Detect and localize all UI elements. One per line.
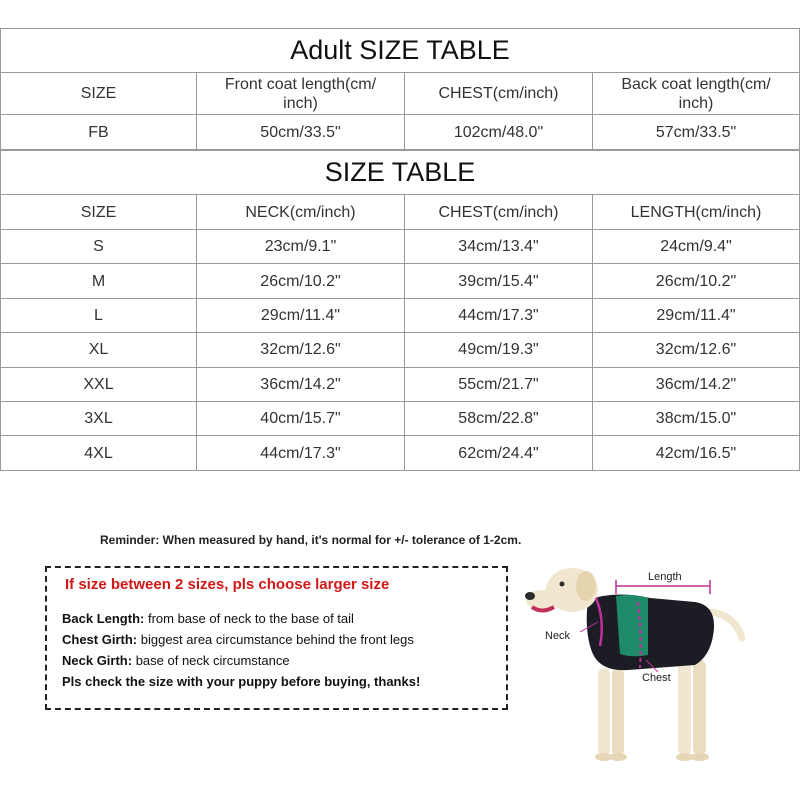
table-cell: 36cm/14.2": [593, 367, 800, 401]
table-cell: 24cm/9.4": [593, 230, 800, 264]
adult-header-size: SIZE: [1, 73, 197, 115]
size-cell: XL: [1, 333, 197, 367]
table-cell: 44cm/17.3": [197, 436, 405, 470]
table-cell: 29cm/11.4": [197, 298, 405, 332]
table-cell: 29cm/11.4": [593, 298, 800, 332]
size-cell: XXL: [1, 367, 197, 401]
table-row: [1, 115, 800, 151]
neck-girth-label: Neck Girth:: [62, 653, 133, 668]
table-row: [1, 264, 800, 298]
size-cell: 4XL: [1, 436, 197, 470]
dog-back-leg: [693, 660, 706, 755]
sizing-note-box: [45, 566, 508, 710]
table-cell: 32cm/12.6": [197, 333, 405, 367]
table-cell: 23cm/9.1": [197, 230, 405, 264]
table-row: [1, 401, 800, 435]
dog-measurement-figure: [520, 560, 780, 790]
adult-header-front-length: Front coat length(cm/ inch): [197, 73, 405, 115]
table-cell: 26cm/10.2": [593, 264, 800, 298]
header-length: LENGTH(cm/inch): [593, 195, 800, 230]
table-row: [1, 333, 800, 367]
table-row: [1, 367, 800, 401]
back-length-label: Back Length:: [62, 611, 145, 626]
table-cell: 36cm/14.2": [197, 367, 405, 401]
table-cell: 58cm/22.8": [405, 401, 593, 435]
table-row: [1, 436, 800, 470]
table-cell: 102cm/48.0": [405, 115, 593, 151]
dog-eye: [560, 582, 565, 587]
table-cell: 38cm/15.0": [593, 401, 800, 435]
size-cell: 3XL: [1, 401, 197, 435]
chest-girth-line: [62, 629, 420, 650]
coat-black-body: [587, 594, 714, 670]
adult-header-chest: CHEST(cm/inch): [405, 73, 593, 115]
neck-girth-text: base of neck circumstance: [132, 653, 290, 668]
table-cell: 44cm/17.3": [405, 298, 593, 332]
note-headline: If size between 2 sizes, pls choose larger size: [65, 576, 390, 593]
table-cell: 34cm/13.4": [405, 230, 593, 264]
dog-paw: [609, 753, 627, 761]
adult-header-back-length: Back coat length(cm/ inch): [593, 73, 800, 115]
size-cell: M: [1, 264, 197, 298]
neck-girth-line: [62, 650, 420, 671]
neck-label: Neck: [545, 630, 571, 642]
closing-line: [62, 671, 420, 692]
table-cell: 42cm/16.5": [593, 436, 800, 470]
table-row: [1, 298, 800, 332]
table-cell: 57cm/33.5": [593, 115, 800, 151]
header-size: SIZE: [1, 195, 197, 230]
dog-tail: [710, 612, 742, 638]
table-cell: 55cm/21.7": [405, 367, 593, 401]
adult-size-table: [0, 28, 800, 151]
note-lines: [62, 608, 420, 692]
header-neck: NECK(cm/inch): [197, 195, 405, 230]
coat-green-panel: [616, 595, 648, 656]
dog-ear: [576, 571, 596, 601]
tolerance-reminder: Reminder: When measured by hand, it's normal for +/- tolerance of 1-2cm.: [100, 533, 522, 547]
table-cell: 39cm/15.4": [405, 264, 593, 298]
table-cell: 26cm/10.2": [197, 264, 405, 298]
size-cell: L: [1, 298, 197, 332]
size-cell: FB: [1, 115, 197, 151]
header-chest: CHEST(cm/inch): [405, 195, 593, 230]
adult-table-title: Adult SIZE TABLE: [1, 29, 800, 73]
table-cell: 49cm/19.3": [405, 333, 593, 367]
closing-text: Pls check the size with your puppy before buying, thanks!: [62, 674, 421, 689]
size-table: [0, 149, 800, 471]
dog-nose: [525, 592, 535, 600]
chest-girth-text: biggest area circumstance behind the front legs: [137, 632, 414, 647]
table-row: [1, 230, 800, 264]
table-cell: 50cm/33.5": [197, 115, 405, 151]
back-length-line: [62, 608, 420, 629]
size-cell: S: [1, 230, 197, 264]
chest-label: Chest: [642, 672, 671, 684]
chest-girth-label: Chest Girth:: [62, 632, 138, 647]
length-label: Length: [648, 571, 682, 583]
dog-back-leg: [678, 660, 691, 755]
table-cell: 62cm/24.4": [405, 436, 593, 470]
dog-paw: [691, 753, 709, 761]
table-cell: 40cm/15.7": [197, 401, 405, 435]
size-table-title: SIZE TABLE: [1, 150, 800, 195]
dog-front-leg: [612, 668, 624, 756]
table-cell: 32cm/12.6": [593, 333, 800, 367]
dog-front-leg: [598, 668, 610, 756]
back-length-text: from base of neck to the base of tail: [144, 611, 354, 626]
